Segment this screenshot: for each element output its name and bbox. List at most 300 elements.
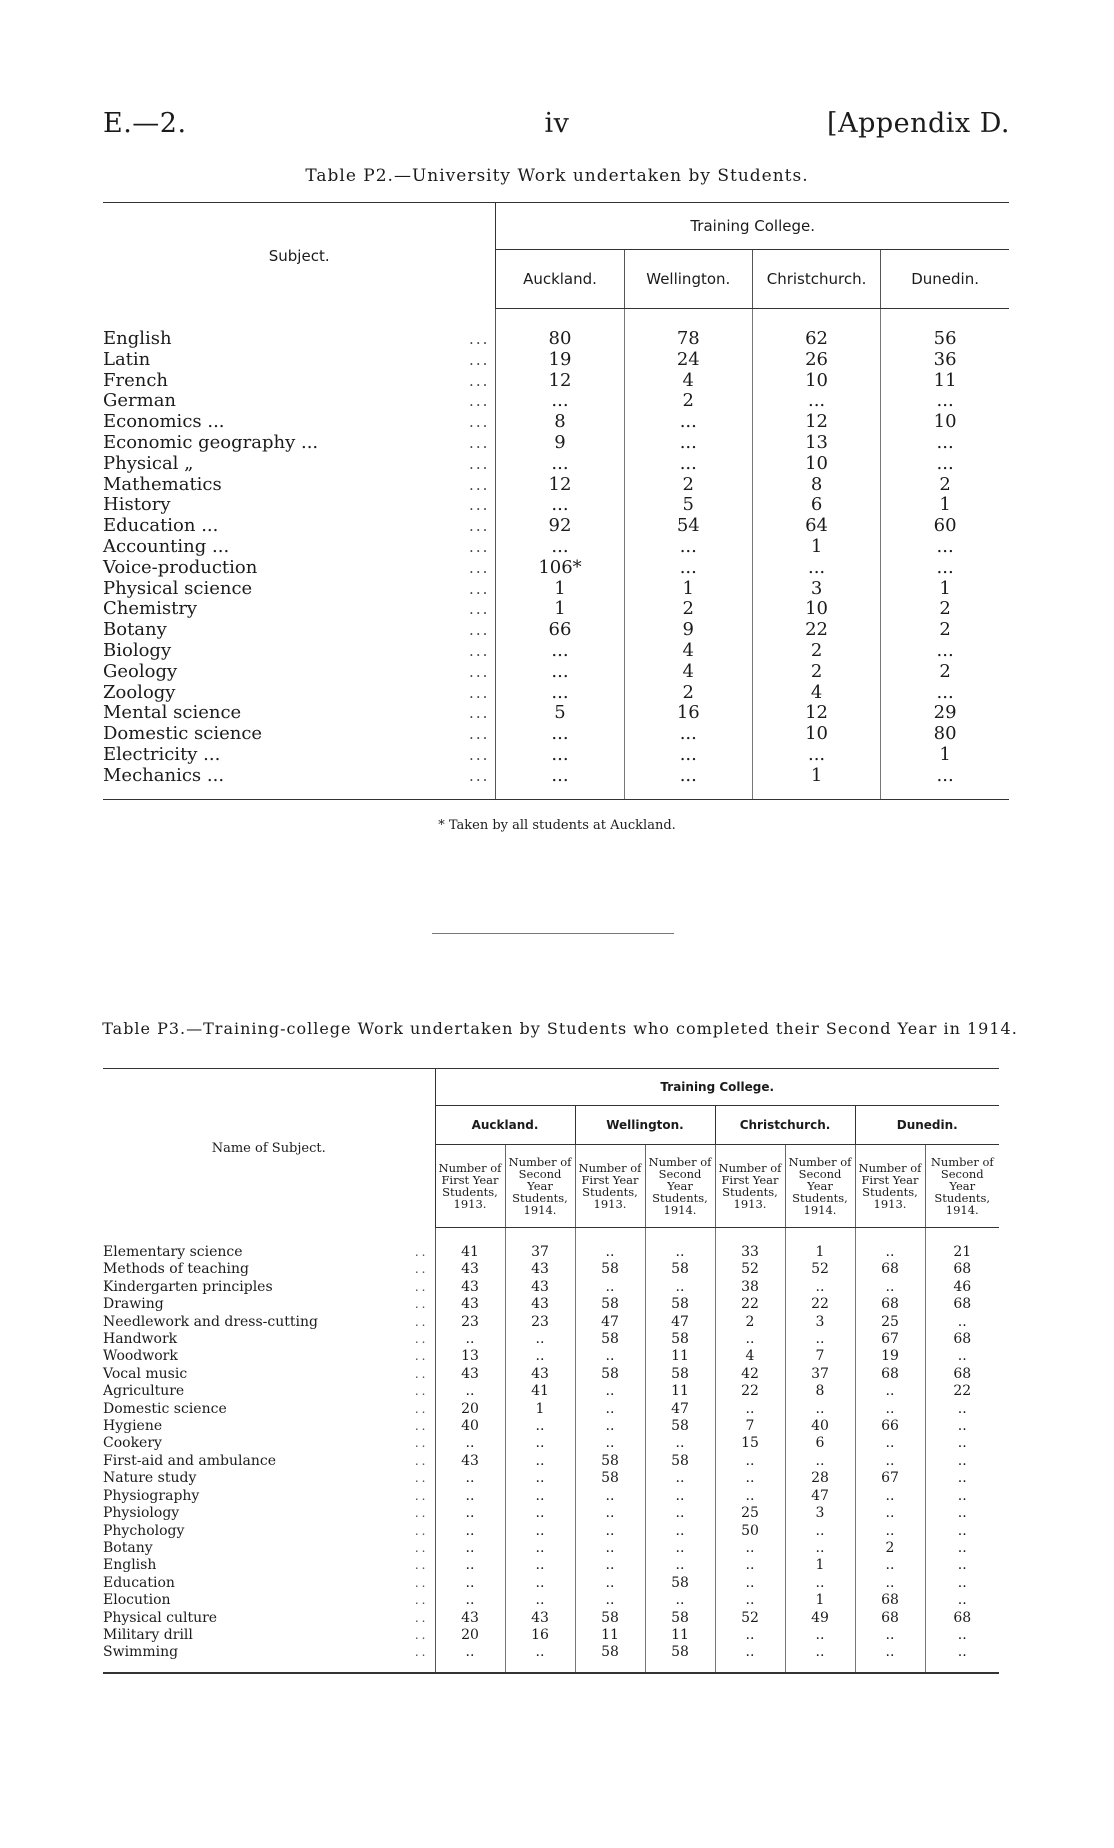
value-cell: .. [715, 1470, 785, 1487]
value-cell: 1 [939, 494, 951, 516]
value-cell: .. [645, 1435, 715, 1452]
value-cell: .. [715, 1401, 785, 1418]
subject-label: Agriculture [103, 1383, 185, 1400]
value-cell: 22 [752, 620, 880, 641]
subject-label: First-aid and ambulance [103, 1452, 277, 1469]
subject-label: Elocution [103, 1592, 171, 1609]
value-cell: 43 [435, 1261, 505, 1278]
value-cell: 4 [624, 662, 752, 683]
value-cell: 38 [715, 1279, 785, 1296]
value-cell: 1 [785, 1557, 855, 1574]
value-cell: 47 [645, 1401, 715, 1418]
subject-label: English [103, 1557, 157, 1574]
value-cell: 80 [933, 723, 957, 745]
value-cell: .. [715, 1592, 785, 1609]
subject-label: Physiology [103, 1505, 180, 1522]
subject-label: Biology [103, 639, 172, 661]
value-cell: 15 [715, 1435, 785, 1452]
value-cell: .. [957, 1313, 967, 1330]
value-cell: ... [496, 537, 624, 558]
subject-cell [103, 1366, 435, 1383]
value-cell: 92 [496, 516, 624, 537]
column-header: Number of Second Year Students, 1914. [925, 1145, 999, 1228]
value-cell: .. [715, 1557, 785, 1574]
value-cell: 19 [855, 1348, 925, 1365]
value-cell: .. [505, 1348, 575, 1365]
value-cell: 43 [505, 1296, 575, 1313]
value-cell: 43 [435, 1279, 505, 1296]
subject-cell [103, 309, 496, 350]
value-cell: 10 [752, 599, 880, 620]
value-cell: .. [957, 1574, 967, 1591]
value-cell: 58 [645, 1453, 715, 1470]
value-cell: .. [505, 1644, 575, 1672]
value-cell: 7 [715, 1418, 785, 1435]
value-cell: 106* [496, 558, 624, 579]
subject-label: History [103, 494, 171, 516]
value-cell: .. [435, 1557, 505, 1574]
subject-column-header: Name of Subject. [103, 1069, 435, 1228]
value-cell: 16 [624, 703, 752, 724]
subject-cell [103, 1435, 435, 1452]
value-cell: .. [575, 1383, 645, 1400]
dot-leader: ... [469, 433, 490, 452]
value-cell: .. [855, 1279, 925, 1296]
value-cell: .. [715, 1575, 785, 1592]
subject-cell [103, 537, 496, 558]
value-cell: 43 [435, 1610, 505, 1627]
subject-cell [103, 1453, 435, 1470]
table-p2 [103, 202, 1009, 800]
college-header: Dunedin. [855, 1106, 999, 1145]
value-cell: 80 [496, 309, 624, 350]
value-cell: .. [435, 1383, 505, 1400]
value-cell: .. [957, 1487, 967, 1504]
value-cell: 12 [496, 371, 624, 392]
value-cell: .. [855, 1453, 925, 1470]
value-cell: 58 [645, 1331, 715, 1348]
subject-cell [103, 1592, 435, 1609]
value-cell: .. [957, 1522, 967, 1539]
value-cell: .. [505, 1331, 575, 1348]
value-cell: 36 [933, 348, 957, 370]
value-cell: .. [957, 1592, 967, 1609]
subject-label: Latin [103, 348, 151, 370]
dot-leader: ... [469, 766, 490, 785]
value-cell: .. [505, 1557, 575, 1574]
column-header: Number of Second Year Students, 1914. [505, 1145, 575, 1228]
value-cell: 46 [953, 1278, 972, 1295]
value-cell: 11 [575, 1627, 645, 1644]
value-cell: .. [435, 1470, 505, 1487]
value-cell: ... [496, 454, 624, 475]
subject-label: Nature study [103, 1470, 197, 1487]
subject-label: Kindergarten principles [103, 1278, 273, 1295]
value-cell: 2 [939, 619, 951, 641]
value-cell: .. [957, 1470, 967, 1487]
subject-cell [103, 454, 496, 475]
value-cell: 16 [505, 1627, 575, 1644]
subject-label: Military drill [103, 1626, 193, 1643]
subject-cell [103, 1418, 435, 1435]
value-cell: 40 [785, 1418, 855, 1435]
value-cell: 66 [496, 620, 624, 641]
value-cell: 58 [575, 1296, 645, 1313]
value-cell: .. [505, 1523, 575, 1540]
subject-cell [103, 599, 496, 620]
value-cell: 5 [624, 495, 752, 516]
value-cell: 66 [855, 1418, 925, 1435]
value-cell: 2 [624, 475, 752, 496]
value-cell: 78 [624, 309, 752, 350]
value-cell: 6 [785, 1435, 855, 1452]
value-cell: 43 [435, 1296, 505, 1313]
table-row [103, 745, 1009, 766]
value-cell: .. [505, 1453, 575, 1470]
subject-label: Needlework and dress-cutting [103, 1313, 318, 1330]
value-cell: .. [855, 1228, 925, 1262]
subject-label: Elementary science [103, 1243, 243, 1260]
value-cell: 11 [933, 369, 957, 391]
subject-cell [103, 1348, 435, 1365]
subject-column-header: Subject. [103, 203, 496, 309]
dot-leader: ... [469, 621, 490, 640]
dot-leader: ... [469, 641, 490, 660]
value-cell: .. [855, 1505, 925, 1522]
value-cell: .. [505, 1505, 575, 1522]
value-cell: .. [505, 1592, 575, 1609]
subject-cell [103, 1261, 435, 1278]
value-cell: 58 [575, 1366, 645, 1383]
value-cell: .. [957, 1557, 967, 1574]
column-header: Number of First Year Students, 1913. [855, 1145, 925, 1228]
dot-leader: .. [414, 1575, 429, 1590]
value-cell: ... [624, 412, 752, 433]
subject-label: Botany [103, 1539, 153, 1556]
subject-label: Handwork [103, 1331, 178, 1348]
section-divider [432, 933, 674, 934]
table-p2-body [103, 309, 1009, 800]
value-cell: 58 [645, 1644, 715, 1672]
subject-label: Education [103, 1574, 175, 1591]
subject-label: Domestic science [103, 723, 263, 745]
value-cell: 2 [624, 683, 752, 704]
subject-cell [103, 1505, 435, 1522]
value-cell: ... [624, 537, 752, 558]
dot-leader: .. [414, 1523, 429, 1538]
subject-cell [103, 579, 496, 600]
value-cell: 52 [715, 1610, 785, 1627]
value-cell: ... [936, 535, 954, 557]
value-cell: 13 [752, 433, 880, 454]
value-cell: .. [575, 1557, 645, 1574]
value-cell: 6 [752, 495, 880, 516]
value-cell: .. [645, 1488, 715, 1505]
table-row [103, 599, 1009, 620]
dot-leader: .. [414, 1384, 429, 1399]
value-cell: .. [575, 1523, 645, 1540]
value-cell: .. [645, 1557, 715, 1574]
value-cell: 22 [715, 1383, 785, 1400]
value-cell: .. [435, 1592, 505, 1609]
value-cell: 29 [933, 702, 957, 724]
value-cell: .. [785, 1331, 855, 1348]
value-cell: 68 [953, 1261, 972, 1278]
value-cell: .. [645, 1470, 715, 1487]
table-row [103, 1575, 999, 1592]
table-row [103, 724, 1009, 745]
value-cell: 21 [953, 1244, 972, 1260]
dot-leader: .. [414, 1471, 429, 1486]
value-cell: 2 [624, 599, 752, 620]
subject-cell [103, 495, 496, 516]
value-cell: .. [435, 1331, 505, 1348]
subject-label: Electricity ... [103, 743, 221, 765]
value-cell: 8 [785, 1383, 855, 1400]
dot-leader: .. [414, 1332, 429, 1347]
value-cell: 4 [752, 683, 880, 704]
value-cell: 19 [496, 350, 624, 371]
value-cell: .. [575, 1418, 645, 1435]
value-cell: .. [575, 1401, 645, 1418]
subject-label: Physical „ [103, 452, 194, 474]
value-cell: .. [715, 1453, 785, 1470]
value-cell: 43 [505, 1279, 575, 1296]
value-cell: 43 [435, 1453, 505, 1470]
dot-leader: ... [469, 558, 490, 577]
value-cell: .. [925, 1644, 999, 1672]
value-cell: .. [785, 1453, 855, 1470]
subject-cell [103, 724, 496, 745]
table-row [103, 516, 1009, 537]
value-cell: .. [957, 1626, 967, 1643]
value-cell: 58 [645, 1261, 715, 1278]
subject-cell [103, 1296, 435, 1313]
value-cell: 58 [645, 1610, 715, 1627]
value-cell: 68 [855, 1366, 925, 1383]
value-cell: .. [785, 1540, 855, 1557]
table-row [103, 475, 1009, 496]
value-cell: 58 [645, 1418, 715, 1435]
dot-leader: ... [469, 745, 490, 764]
training-college-header: Training College. [435, 1069, 999, 1106]
value-cell: 23 [435, 1314, 505, 1331]
value-cell: ... [624, 766, 752, 799]
subject-label: Physiography [103, 1487, 200, 1504]
subject-cell [103, 1401, 435, 1418]
value-cell: ... [624, 745, 752, 766]
table-row [103, 1296, 999, 1313]
value-cell: 11 [645, 1383, 715, 1400]
table-row [103, 1540, 999, 1557]
value-cell: .. [435, 1523, 505, 1540]
table-row [103, 662, 1009, 683]
value-cell: .. [855, 1627, 925, 1644]
table-row [103, 1401, 999, 1418]
subject-label: Phychology [103, 1522, 185, 1539]
table-row [103, 1627, 999, 1644]
value-cell: .. [435, 1488, 505, 1505]
value-cell: 25 [715, 1505, 785, 1522]
value-cell: .. [855, 1401, 925, 1418]
value-cell: ... [624, 454, 752, 475]
value-cell: .. [575, 1435, 645, 1452]
table-row [103, 1348, 999, 1365]
value-cell: 68 [953, 1365, 972, 1382]
dot-leader: .. [414, 1244, 429, 1259]
value-cell: 43 [505, 1366, 575, 1383]
value-cell: 1 [785, 1592, 855, 1609]
dot-leader: .. [414, 1419, 429, 1434]
value-cell: 40 [435, 1418, 505, 1435]
subject-cell [103, 1575, 435, 1592]
table-row [103, 412, 1009, 433]
table-row [103, 1470, 999, 1487]
value-cell: 67 [855, 1470, 925, 1487]
subject-cell [103, 1610, 435, 1627]
table-row [103, 1331, 999, 1348]
value-cell: 4 [624, 371, 752, 392]
table-row [103, 641, 1009, 662]
dot-leader: ... [469, 517, 490, 536]
table-p3-caption: Table P3.—Training-college Work undertaken by Students who completed their Second Year in 1914. [102, 1019, 1018, 1038]
value-cell: 33 [715, 1228, 785, 1262]
table-row [103, 1279, 999, 1296]
subject-cell [103, 433, 496, 454]
page-number: iv [544, 108, 570, 139]
value-cell: 9 [496, 433, 624, 454]
column-header: Christchurch. [752, 250, 880, 309]
dot-leader: .. [414, 1314, 429, 1329]
value-cell: 2 [939, 473, 951, 495]
value-cell: ... [752, 391, 880, 412]
value-cell: 47 [575, 1314, 645, 1331]
value-cell: 60 [933, 515, 957, 537]
dot-leader: .. [414, 1366, 429, 1381]
subject-label: Mental science [103, 702, 242, 724]
value-cell: .. [855, 1435, 925, 1452]
column-header: Number of First Year Students, 1913. [715, 1145, 785, 1228]
subject-label: Mechanics ... [103, 764, 225, 786]
value-cell: 20 [435, 1401, 505, 1418]
dot-leader: .. [414, 1488, 429, 1503]
value-cell: ... [936, 556, 954, 578]
subject-cell [103, 662, 496, 683]
value-cell: 25 [855, 1314, 925, 1331]
value-cell: ... [496, 641, 624, 662]
table-row [103, 1523, 999, 1540]
subject-label: Zoology [103, 681, 176, 703]
value-cell: 10 [933, 411, 957, 433]
value-cell: .. [715, 1627, 785, 1644]
value-cell: ... [624, 724, 752, 745]
table-row [103, 620, 1009, 641]
value-cell: 43 [435, 1366, 505, 1383]
table-row [103, 558, 1009, 579]
subject-cell [103, 641, 496, 662]
value-cell: .. [855, 1383, 925, 1400]
subject-label: Botany [103, 619, 167, 641]
value-cell: ... [624, 558, 752, 579]
value-cell: 8 [752, 475, 880, 496]
value-cell: 11 [645, 1627, 715, 1644]
subject-cell [103, 350, 496, 371]
value-cell: 1 [752, 766, 880, 799]
value-cell: .. [575, 1505, 645, 1522]
value-cell: 1 [939, 577, 951, 599]
value-cell: 20 [435, 1627, 505, 1644]
subject-label: German [103, 390, 177, 412]
subject-label: French [103, 369, 169, 391]
value-cell: 68 [953, 1609, 972, 1626]
table-row [103, 309, 1009, 350]
value-cell: 43 [505, 1261, 575, 1278]
value-cell: .. [575, 1348, 645, 1365]
value-cell: 49 [785, 1610, 855, 1627]
dot-leader: .. [414, 1645, 429, 1660]
dot-leader: ... [469, 413, 490, 432]
value-cell: .. [785, 1644, 855, 1672]
subject-label: Voice-production [103, 556, 258, 578]
table-row [103, 1557, 999, 1574]
value-cell: 64 [752, 516, 880, 537]
value-cell: 1 [939, 743, 951, 765]
value-cell: 58 [645, 1575, 715, 1592]
table-p2-footnote: * Taken by all students at Auckland. [438, 818, 676, 833]
value-cell: ... [936, 639, 954, 661]
value-cell: ... [496, 495, 624, 516]
subject-label: Accounting ... [103, 535, 230, 557]
value-cell: .. [505, 1488, 575, 1505]
value-cell: 7 [785, 1348, 855, 1365]
value-cell: 58 [575, 1453, 645, 1470]
page-code: E.—2. [103, 108, 187, 139]
value-cell: .. [855, 1488, 925, 1505]
value-cell: .. [645, 1540, 715, 1557]
subject-cell [103, 1627, 435, 1644]
value-cell: .. [957, 1539, 967, 1556]
value-cell: .. [645, 1279, 715, 1296]
value-cell: .. [645, 1592, 715, 1609]
column-header: Number of First Year Students, 1913. [435, 1145, 505, 1228]
dot-leader: .. [414, 1262, 429, 1277]
dot-leader: .. [414, 1506, 429, 1521]
subject-cell [103, 1557, 435, 1574]
training-college-header: Training College. [496, 203, 1009, 250]
value-cell: 58 [575, 1644, 645, 1672]
dot-leader: .. [414, 1540, 429, 1555]
value-cell: 24 [624, 350, 752, 371]
value-cell: 2 [752, 662, 880, 683]
value-cell: .. [785, 1523, 855, 1540]
value-cell: .. [575, 1279, 645, 1296]
table-row [103, 1610, 999, 1627]
subject-cell [103, 1228, 435, 1262]
table-row [103, 1383, 999, 1400]
value-cell: 12 [752, 412, 880, 433]
value-cell: .. [435, 1644, 505, 1672]
value-cell: 22 [953, 1383, 972, 1400]
value-cell: .. [855, 1575, 925, 1592]
table-row [103, 1453, 999, 1470]
table-p2-caption: Table P2.—University Work undertaken by Students. [305, 166, 809, 186]
value-cell: 26 [752, 350, 880, 371]
dot-leader: ... [469, 454, 490, 473]
table-row [103, 1366, 999, 1383]
table-row [103, 1314, 999, 1331]
value-cell: .. [435, 1575, 505, 1592]
value-cell: 37 [785, 1366, 855, 1383]
